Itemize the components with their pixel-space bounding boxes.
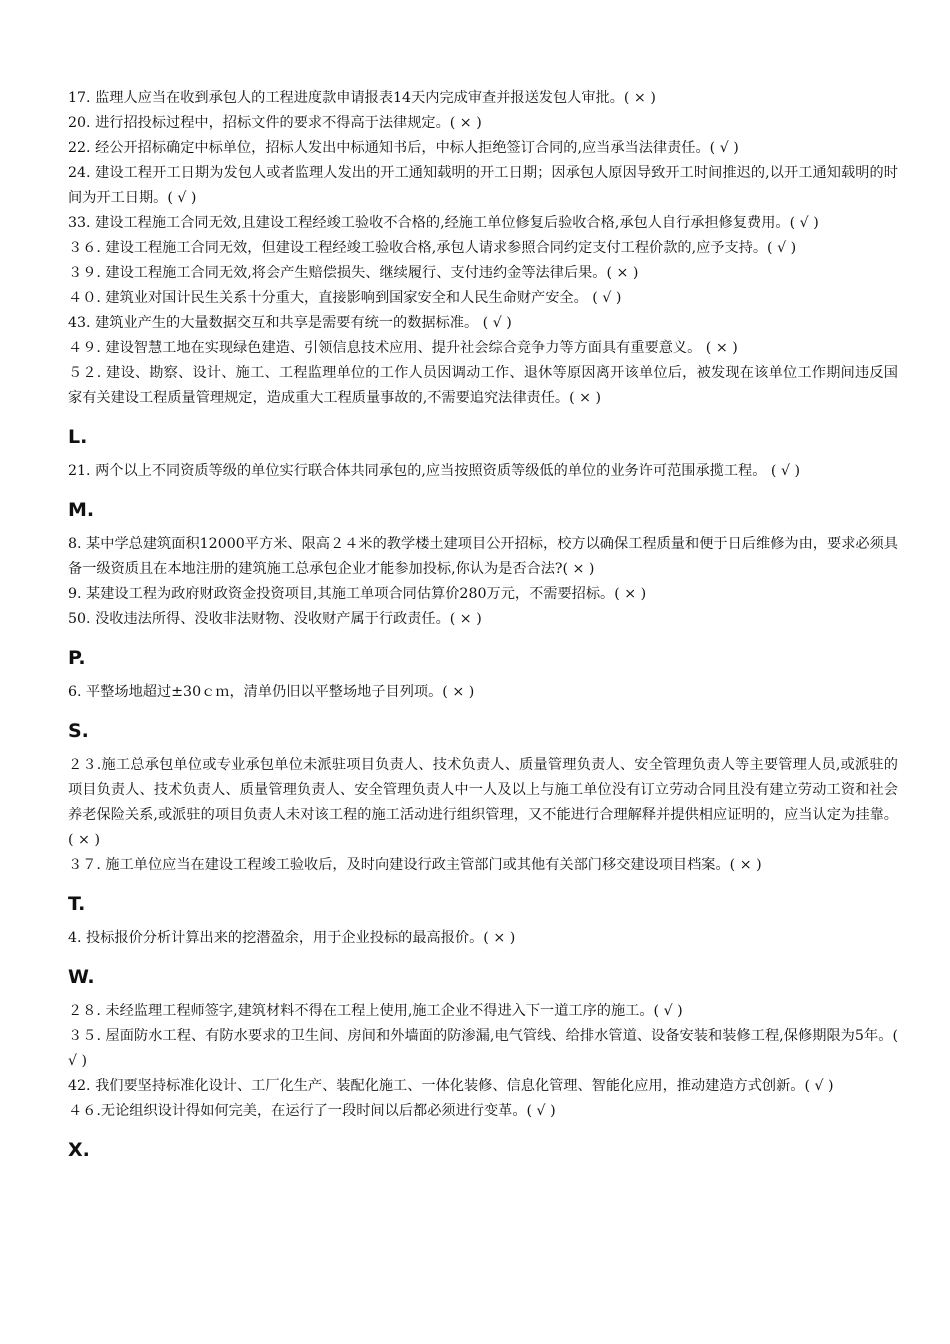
section-heading: X. xyxy=(68,1139,90,1161)
question-item: ４９. 建设智慧工地在实现绿色建造、引领信息技术应用、提升社会综合竞争力等方面具有重要意义。 ( × ) xyxy=(68,340,738,356)
question-item: ３５. 屋面防水工程、有防水要求的卫生间、房间和外墙面的防渗漏,电气管线、给排水管道、设备安装和装修工程,保修期限为5年。( √ ) xyxy=(68,1028,898,1069)
question-item: 6. 平整场地超过±30ｃｍ，清单仍旧以平整场地子目列项。( × ) xyxy=(68,684,475,700)
question-item: 17. 监理人应当在收到承包人的工程进度款申请报表14天内完成审查并报送发包人审批。( × ) xyxy=(68,90,656,106)
question-item: ２８. 未经监理工程师签字,建筑材料不得在工程上使用,施工企业不得进入下一道工序的施工。( √ ) xyxy=(68,1003,683,1019)
section-heading: P. xyxy=(68,647,86,669)
question-item: 8. 某中学总建筑面积12000平方米、限高２４米的教学楼土建项目公开招标，校方以确保工程质量和便于日后维修为由，要求必须具备一级资质且在本地注册的建筑施工总承包企业才能参加投标,你认为是否合法?( × ) xyxy=(68,536,898,577)
question-item: 21. 两个以上不同资质等级的单位实行联合体共同承包的,应当按照资质等级低的单位的业务许可范围承揽工程。 ( √ ) xyxy=(68,463,801,479)
section-heading: M. xyxy=(68,499,95,521)
question-item: 20. 进行招投标过程中，招标文件的要求不得高于法律规定。( × ) xyxy=(68,115,482,131)
section-heading: T. xyxy=(68,893,86,915)
question-item: 50. 没收违法所得、没收非法财物、没收财产属于行政责任。( × ) xyxy=(68,611,482,627)
question-item: ４６.无论组织设计得如何完美，在运行了一段时间以后都必须进行变革。( √ ) xyxy=(68,1103,556,1119)
question-item: 42. 我们要坚持标准化设计、工厂化生产、装配化施工、一体化装修、信息化管理、智能化应用，推动建造方式创新。( √ ) xyxy=(68,1078,834,1094)
question-item: 33. 建设工程施工合同无效,且建设工程经竣工验收不合格的,经施工单位修复后验收合格,承包人自行承担修复费用。( √ ) xyxy=(68,215,819,231)
question-item: 43. 建筑业产生的大量数据交互和共享是需要有统一的数据标准。 ( √ ) xyxy=(68,315,512,331)
question-item: ５２. 建设、勘察、设计、施工、工程监理单位的工作人员因调动工作、退休等原因离开该单位后，被发现在该单位工作期间违反国家有关建设工程质量管理规定，造成重大工程质量事故的,不需要追究法律责任。( × ) xyxy=(68,365,898,406)
question-item: 9. 某建设工程为政府财政资金投资项目,其施工单项合同估算价280万元，不需要招标。( × ) xyxy=(68,586,647,602)
section-heading: W. xyxy=(68,966,95,988)
question-item: ３６. 建设工程施工合同无效，但建设工程经竣工验收合格,承包人请求参照合同约定支付工程价款的,应予支持。( √ ) xyxy=(68,240,797,256)
question-item: 22. 经公开招标确定中标单位，招标人发出中标通知书后，中标人拒绝签订合同的,应当承当法律责任。( √ ) xyxy=(68,140,739,156)
question-item: 4. 投标报价分析计算出来的挖潜盈余，用于企业投标的最高报价。( × ) xyxy=(68,930,516,946)
question-item: ３９. 建设工程施工合同无效,将会产生赔偿损失、继续履行、支付违约金等法律后果。( × ) xyxy=(68,265,639,281)
question-item: ３７. 施工单位应当在建设工程竣工验收后，及时向建设行政主管部门或其他有关部门移交建设项目档案。( × ) xyxy=(68,857,762,873)
question-item: ４０. 建筑业对国计民生关系十分重大，直接影响到国家安全和人民生命财产安全。 ( √ ) xyxy=(68,290,622,306)
question-item: 24. 建设工程开工日期为发包人或者监理人发出的开工通知载明的开工日期；因承包人原因导致开工时间推迟的,以开工通知载明的时间为开工日期。( √ ) xyxy=(68,165,898,206)
section-heading: L. xyxy=(68,426,88,448)
question-item: ２３.施工总承包单位或专业承包单位未派驻项目负责人、技术负责人、质量管理负责人、安全管理负责人等主要管理人员,或派驻的项目负责人、技术负责人、质量管理负责人、安全管理负责人中一人及以上与施工单位没有订立劳动合同且没有建立劳动工资和社会养老保险关系,或派驻的项目负责人未对该工程的施工活动进行组织管理，又不能进行合理解释并提供相应证明的，应当认定为挂靠。( × ) xyxy=(68,757,898,848)
document-page xyxy=(68,86,898,1172)
section-heading: S. xyxy=(68,720,89,742)
